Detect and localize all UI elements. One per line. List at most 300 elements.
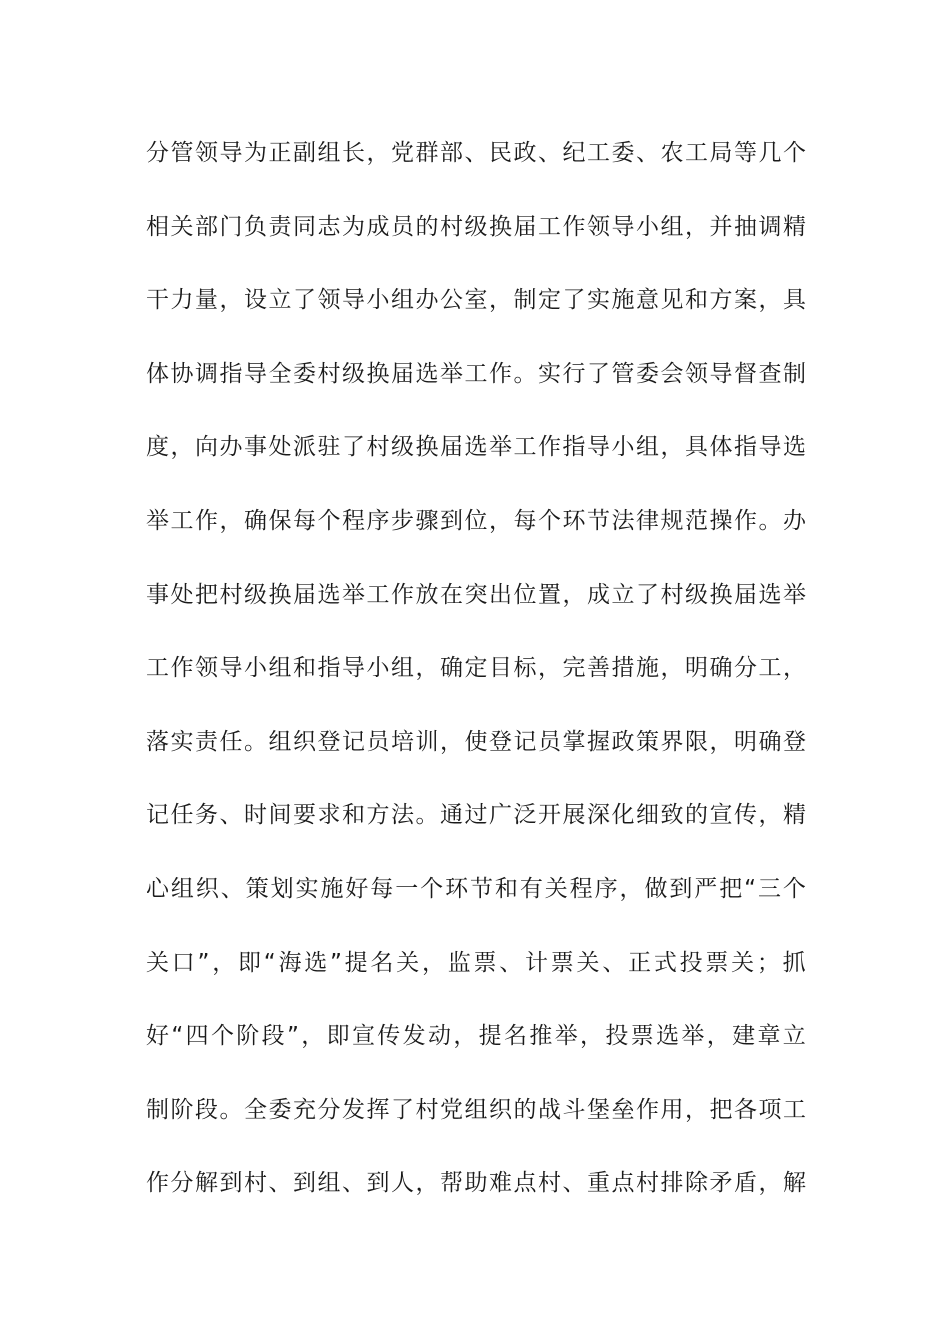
glyph: 的 bbox=[513, 1096, 537, 1123]
glyph: 用 bbox=[660, 1096, 684, 1123]
glyph: 作 bbox=[195, 507, 218, 534]
glyph: 泛 bbox=[513, 802, 537, 829]
glyph: 指 bbox=[562, 434, 586, 461]
glyph: 组 bbox=[464, 1096, 488, 1123]
glyph: 作 bbox=[170, 655, 194, 682]
text-line bbox=[146, 423, 806, 497]
glyph: 管 bbox=[170, 140, 194, 166]
glyph: 位 bbox=[513, 581, 537, 608]
glyph: 了 bbox=[391, 1096, 414, 1123]
glyph: 作 bbox=[562, 213, 586, 240]
glyph: 帮 bbox=[440, 1170, 463, 1197]
glyph: 为 bbox=[342, 213, 365, 240]
glyph: ， bbox=[758, 802, 782, 829]
glyph: 干 bbox=[146, 287, 169, 314]
glyph: 策 bbox=[245, 875, 269, 902]
glyph: 处 bbox=[268, 434, 292, 461]
glyph: ， bbox=[758, 287, 782, 314]
glyph: 组 bbox=[660, 213, 684, 240]
glyph: 几 bbox=[758, 140, 782, 166]
glyph: 标 bbox=[513, 655, 537, 682]
glyph: 换 bbox=[415, 434, 439, 461]
glyph: 点 bbox=[611, 1170, 635, 1197]
glyph: 有 bbox=[519, 875, 543, 902]
glyph: 员 bbox=[366, 728, 390, 755]
glyph: 记 bbox=[342, 728, 365, 755]
glyph: 织 bbox=[293, 728, 316, 755]
glyph: 。 bbox=[244, 728, 267, 755]
glyph: 宣 bbox=[709, 802, 733, 829]
glyph: 委 bbox=[636, 360, 659, 387]
glyph: ， bbox=[709, 728, 733, 755]
glyph: 换 bbox=[268, 581, 292, 608]
glyph: 确 bbox=[709, 655, 733, 682]
glyph: 选 bbox=[464, 434, 488, 461]
glyph: 建 bbox=[732, 1023, 756, 1050]
glyph: 负 bbox=[244, 213, 267, 240]
glyph: 、 bbox=[602, 949, 626, 976]
text-line bbox=[146, 203, 806, 277]
glyph: 正 bbox=[268, 140, 292, 166]
glyph: 立 bbox=[782, 1023, 806, 1050]
glyph: 领 bbox=[317, 287, 341, 314]
glyph: 广 bbox=[489, 802, 512, 829]
glyph: 、 bbox=[562, 1170, 586, 1197]
body-paragraph bbox=[146, 129, 806, 1233]
glyph: 织 bbox=[489, 1096, 512, 1123]
glyph: 序 bbox=[594, 875, 618, 902]
glyph: 突 bbox=[464, 581, 488, 608]
glyph: 副 bbox=[293, 140, 316, 166]
glyph: 传 bbox=[734, 802, 757, 829]
glyph: 把 bbox=[709, 1096, 733, 1123]
glyph: 关 bbox=[170, 213, 194, 240]
glyph: 阶 bbox=[236, 1023, 260, 1050]
glyph: 力 bbox=[170, 287, 194, 314]
glyph: 操 bbox=[709, 507, 733, 534]
glyph: 分 bbox=[317, 1096, 341, 1123]
glyph: 的 bbox=[685, 802, 708, 829]
glyph: 监 bbox=[447, 949, 471, 976]
glyph: 指 bbox=[317, 655, 341, 682]
glyph: ， bbox=[219, 507, 243, 534]
glyph: 施 bbox=[320, 875, 344, 902]
glyph: 作 bbox=[636, 1096, 659, 1123]
glyph: 记 bbox=[146, 802, 169, 829]
glyph: 导 bbox=[611, 213, 635, 240]
glyph: 提 bbox=[344, 949, 368, 976]
glyph: 出 bbox=[489, 581, 512, 608]
text-line bbox=[146, 350, 806, 424]
glyph: 组 bbox=[317, 140, 341, 166]
glyph: 关 bbox=[146, 949, 169, 976]
glyph: 到 bbox=[219, 1170, 243, 1197]
glyph: 责 bbox=[195, 728, 218, 755]
glyph: ， bbox=[415, 1170, 439, 1197]
glyph: 、 bbox=[220, 875, 244, 902]
glyph: 村 bbox=[415, 1096, 439, 1123]
glyph: 组 bbox=[391, 287, 414, 314]
glyph: 程 bbox=[569, 875, 593, 902]
glyph: 设 bbox=[244, 287, 267, 314]
glyph: 垒 bbox=[611, 1096, 635, 1123]
glyph: ， bbox=[538, 655, 561, 682]
glyph: 的 bbox=[415, 213, 439, 240]
glyph: 选 bbox=[656, 1023, 680, 1050]
glyph: 纪 bbox=[562, 140, 586, 166]
glyph: 等 bbox=[734, 140, 757, 166]
glyph: 村 bbox=[244, 1170, 267, 1197]
glyph: 领 bbox=[685, 360, 708, 387]
glyph: 小 bbox=[611, 434, 635, 461]
glyph: 领 bbox=[195, 140, 218, 166]
glyph: 推 bbox=[529, 1023, 553, 1050]
glyph: 组 bbox=[268, 655, 292, 682]
glyph: 关 bbox=[544, 875, 568, 902]
glyph: 点 bbox=[513, 1170, 537, 1197]
glyph: 保 bbox=[268, 507, 292, 534]
text-line bbox=[146, 865, 806, 939]
glyph: 指 bbox=[219, 360, 243, 387]
glyph: 握 bbox=[587, 728, 610, 755]
glyph: ， bbox=[660, 655, 684, 682]
glyph: 村 bbox=[317, 360, 341, 387]
glyph: 案 bbox=[734, 287, 757, 314]
glyph: 导 bbox=[709, 360, 733, 387]
glyph: 划 bbox=[270, 875, 294, 902]
glyph: 、 bbox=[538, 140, 561, 166]
glyph: ， bbox=[580, 1023, 604, 1050]
glyph: 发 bbox=[402, 1023, 426, 1050]
glyph: 小 bbox=[366, 655, 390, 682]
glyph: 派 bbox=[293, 434, 316, 461]
glyph: 即 bbox=[237, 949, 261, 976]
glyph: 位 bbox=[464, 507, 488, 534]
glyph: 了 bbox=[636, 581, 659, 608]
glyph: 工 bbox=[146, 655, 169, 682]
glyph: 政 bbox=[611, 728, 635, 755]
glyph: 、 bbox=[499, 949, 523, 976]
glyph: 作 bbox=[391, 581, 414, 608]
glyph: 票 bbox=[630, 1023, 654, 1050]
glyph: 员 bbox=[538, 728, 561, 755]
glyph: 相 bbox=[146, 213, 169, 240]
glyph: 指 bbox=[734, 434, 757, 461]
glyph: 委 bbox=[611, 140, 635, 166]
glyph: 到 bbox=[366, 1170, 390, 1197]
text-line bbox=[146, 276, 806, 350]
glyph: 委 bbox=[293, 360, 316, 387]
glyph: 关 bbox=[731, 949, 755, 976]
glyph: 重 bbox=[587, 1170, 610, 1197]
glyph: 投 bbox=[679, 949, 703, 976]
glyph: 放 bbox=[415, 581, 439, 608]
glyph: 具 bbox=[783, 287, 806, 314]
text-line bbox=[146, 571, 806, 645]
glyph: 求 bbox=[317, 802, 341, 829]
glyph: 展 bbox=[562, 802, 586, 829]
glyph: 难 bbox=[489, 1170, 512, 1197]
glyph: 投 bbox=[605, 1023, 629, 1050]
glyph: 党 bbox=[391, 140, 414, 166]
glyph: 组 bbox=[391, 655, 414, 682]
glyph: 到 bbox=[293, 1170, 316, 1197]
glyph: 三 bbox=[757, 875, 781, 902]
glyph: 步 bbox=[391, 507, 414, 534]
glyph: 解 bbox=[195, 1170, 218, 1197]
glyph: 委 bbox=[268, 1096, 292, 1123]
glyph: 级 bbox=[685, 581, 708, 608]
glyph: 事 bbox=[146, 581, 169, 608]
glyph: “ bbox=[171, 1023, 184, 1050]
glyph: 工 bbox=[538, 213, 561, 240]
glyph: 管 bbox=[611, 360, 635, 387]
glyph: 票 bbox=[473, 949, 497, 976]
glyph: 章 bbox=[757, 1023, 781, 1050]
glyph: 精 bbox=[783, 802, 806, 829]
glyph: 立 bbox=[268, 287, 292, 314]
glyph: 关 bbox=[396, 949, 420, 976]
glyph: 。 bbox=[415, 802, 439, 829]
glyph: ， bbox=[706, 1023, 730, 1050]
glyph: 分 bbox=[146, 140, 169, 166]
glyph: 调 bbox=[195, 360, 218, 387]
glyph: 室 bbox=[464, 287, 488, 314]
glyph: 分 bbox=[170, 1170, 194, 1197]
text-line bbox=[146, 791, 806, 865]
glyph: 每 bbox=[293, 507, 316, 534]
glyph: 级 bbox=[342, 360, 365, 387]
glyph: 把 bbox=[195, 581, 218, 608]
glyph: 登 bbox=[489, 728, 512, 755]
glyph: 界 bbox=[660, 728, 684, 755]
glyph: 细 bbox=[636, 802, 659, 829]
glyph: 个 bbox=[538, 507, 561, 534]
glyph: 票 bbox=[705, 949, 729, 976]
glyph: 阶 bbox=[170, 1096, 194, 1123]
glyph: 心 bbox=[146, 875, 169, 902]
glyph: 方 bbox=[709, 287, 733, 314]
glyph: 作 bbox=[734, 507, 757, 534]
glyph: 名 bbox=[504, 1023, 527, 1050]
glyph: 导 bbox=[342, 287, 365, 314]
glyph: 票 bbox=[550, 949, 574, 976]
glyph: 换 bbox=[709, 581, 733, 608]
glyph: 意 bbox=[636, 287, 659, 314]
glyph: 矛 bbox=[709, 1170, 733, 1197]
text-line bbox=[146, 939, 806, 1013]
glyph: 。 bbox=[758, 507, 782, 534]
glyph: 完 bbox=[562, 655, 586, 682]
glyph: 举 bbox=[681, 1023, 705, 1050]
glyph: 人 bbox=[391, 1170, 414, 1197]
glyph: 规 bbox=[660, 507, 684, 534]
glyph: 过 bbox=[464, 802, 488, 829]
glyph: 实 bbox=[538, 360, 561, 387]
glyph: 法 bbox=[611, 507, 635, 534]
glyph: 实 bbox=[587, 287, 610, 314]
glyph: 办 bbox=[219, 434, 243, 461]
glyph: 个 bbox=[210, 1023, 234, 1050]
glyph: 工 bbox=[513, 434, 537, 461]
glyph: 个 bbox=[783, 140, 806, 166]
glyph: 海 bbox=[278, 949, 302, 976]
glyph: 组 bbox=[636, 434, 659, 461]
glyph: ， bbox=[219, 287, 243, 314]
glyph: 举 bbox=[440, 360, 463, 387]
glyph: 换 bbox=[489, 213, 512, 240]
glyph: 定 bbox=[538, 287, 561, 314]
glyph: 协 bbox=[170, 360, 194, 387]
glyph: 培 bbox=[391, 728, 414, 755]
glyph: ， bbox=[685, 213, 708, 240]
glyph: 届 bbox=[734, 581, 757, 608]
glyph: 小 bbox=[636, 213, 659, 240]
glyph: 计 bbox=[525, 949, 549, 976]
glyph: ， bbox=[421, 949, 445, 976]
glyph: 动 bbox=[427, 1023, 451, 1050]
glyph: 门 bbox=[219, 213, 243, 240]
glyph: 公 bbox=[440, 287, 463, 314]
glyph: 抓 bbox=[782, 949, 806, 976]
glyph: 策 bbox=[636, 728, 659, 755]
glyph: 项 bbox=[758, 1096, 782, 1123]
glyph: 并 bbox=[709, 213, 733, 240]
glyph: 严 bbox=[694, 875, 718, 902]
glyph: 责 bbox=[268, 213, 292, 240]
glyph: 制 bbox=[146, 1096, 169, 1123]
glyph: 个 bbox=[420, 875, 444, 902]
glyph: 查 bbox=[758, 360, 782, 387]
glyph: ， bbox=[440, 728, 463, 755]
glyph: 导 bbox=[587, 434, 610, 461]
glyph: 每 bbox=[513, 507, 537, 534]
glyph: 训 bbox=[415, 728, 439, 755]
glyph: ， bbox=[212, 949, 236, 976]
glyph: 法 bbox=[391, 802, 414, 829]
glyph: 。 bbox=[219, 1096, 243, 1123]
glyph: 宣 bbox=[351, 1023, 375, 1050]
glyph: ， bbox=[685, 1096, 708, 1123]
glyph: 登 bbox=[317, 728, 341, 755]
glyph: 选 bbox=[783, 434, 806, 461]
glyph: 织 bbox=[195, 875, 219, 902]
glyph: 通 bbox=[440, 802, 463, 829]
glyph: 作 bbox=[489, 360, 512, 387]
glyph: 一 bbox=[395, 875, 419, 902]
glyph: 级 bbox=[391, 434, 414, 461]
glyph: 工 bbox=[366, 581, 390, 608]
glyph: 群 bbox=[415, 140, 439, 166]
glyph: 环 bbox=[445, 875, 469, 902]
glyph: 落 bbox=[146, 728, 169, 755]
glyph: 发 bbox=[342, 1096, 365, 1123]
glyph: 个 bbox=[782, 875, 806, 902]
glyph: 开 bbox=[538, 802, 561, 829]
glyph: 式 bbox=[653, 949, 677, 976]
glyph: 施 bbox=[636, 655, 659, 682]
glyph: 举 bbox=[783, 581, 806, 608]
glyph: 。 bbox=[513, 360, 537, 387]
glyph: 段 bbox=[195, 1096, 218, 1123]
glyph: 办 bbox=[783, 507, 806, 534]
glyph: 定 bbox=[464, 655, 488, 682]
glyph: 关 bbox=[576, 949, 600, 976]
glyph: 部 bbox=[440, 140, 463, 166]
glyph: 选 bbox=[304, 949, 328, 976]
glyph: 节 bbox=[587, 507, 610, 534]
glyph: 级 bbox=[464, 213, 488, 240]
glyph: 工 bbox=[758, 655, 782, 682]
glyph: ； bbox=[756, 949, 780, 976]
text-line bbox=[146, 1012, 806, 1086]
glyph: 导 bbox=[219, 655, 243, 682]
glyph: ， bbox=[366, 140, 390, 166]
glyph: 、 bbox=[219, 802, 243, 829]
glyph: 届 bbox=[513, 213, 537, 240]
glyph: ， bbox=[301, 1023, 325, 1050]
glyph: 村 bbox=[538, 1170, 561, 1197]
glyph: 作 bbox=[146, 1170, 169, 1197]
glyph: 村 bbox=[440, 213, 463, 240]
glyph: 驻 bbox=[317, 434, 341, 461]
glyph: 传 bbox=[377, 1023, 401, 1050]
glyph: 制 bbox=[783, 360, 806, 387]
glyph: 工 bbox=[783, 1096, 806, 1123]
glyph: 部 bbox=[195, 213, 218, 240]
glyph: 范 bbox=[685, 507, 708, 534]
glyph: 工 bbox=[464, 360, 488, 387]
glyph: 行 bbox=[562, 360, 586, 387]
glyph: 领 bbox=[587, 213, 610, 240]
glyph: 成 bbox=[587, 581, 610, 608]
glyph: ” bbox=[286, 1023, 299, 1050]
glyph: 和 bbox=[293, 655, 316, 682]
glyph: 导 bbox=[244, 360, 267, 387]
glyph: 节 bbox=[469, 875, 493, 902]
glyph: 务 bbox=[195, 802, 218, 829]
glyph: 、 bbox=[268, 1170, 292, 1197]
glyph: 分 bbox=[734, 655, 757, 682]
glyph: 了 bbox=[587, 360, 610, 387]
glyph: 要 bbox=[293, 802, 316, 829]
glyph: 解 bbox=[783, 1170, 806, 1197]
glyph: 明 bbox=[685, 655, 708, 682]
glyph: 记 bbox=[513, 728, 537, 755]
glyph: 举 bbox=[554, 1023, 578, 1050]
glyph: 到 bbox=[669, 875, 693, 902]
glyph: 即 bbox=[326, 1023, 350, 1050]
glyph: 量 bbox=[195, 287, 218, 314]
glyph: 组 bbox=[268, 728, 292, 755]
glyph: 明 bbox=[734, 728, 757, 755]
glyph: 导 bbox=[342, 655, 365, 682]
glyph: 为 bbox=[244, 140, 267, 166]
glyph: 选 bbox=[758, 581, 782, 608]
glyph: 小 bbox=[244, 655, 267, 682]
glyph: 正 bbox=[628, 949, 652, 976]
glyph: 时 bbox=[244, 802, 267, 829]
glyph: 举 bbox=[342, 581, 365, 608]
glyph: 工 bbox=[685, 140, 708, 166]
glyph: 领 bbox=[195, 655, 218, 682]
glyph: 作 bbox=[538, 434, 561, 461]
glyph: 置 bbox=[538, 581, 561, 608]
glyph: 确 bbox=[440, 655, 463, 682]
glyph: ， bbox=[489, 287, 512, 314]
glyph: 长 bbox=[342, 140, 365, 166]
glyph: 员 bbox=[391, 213, 414, 240]
